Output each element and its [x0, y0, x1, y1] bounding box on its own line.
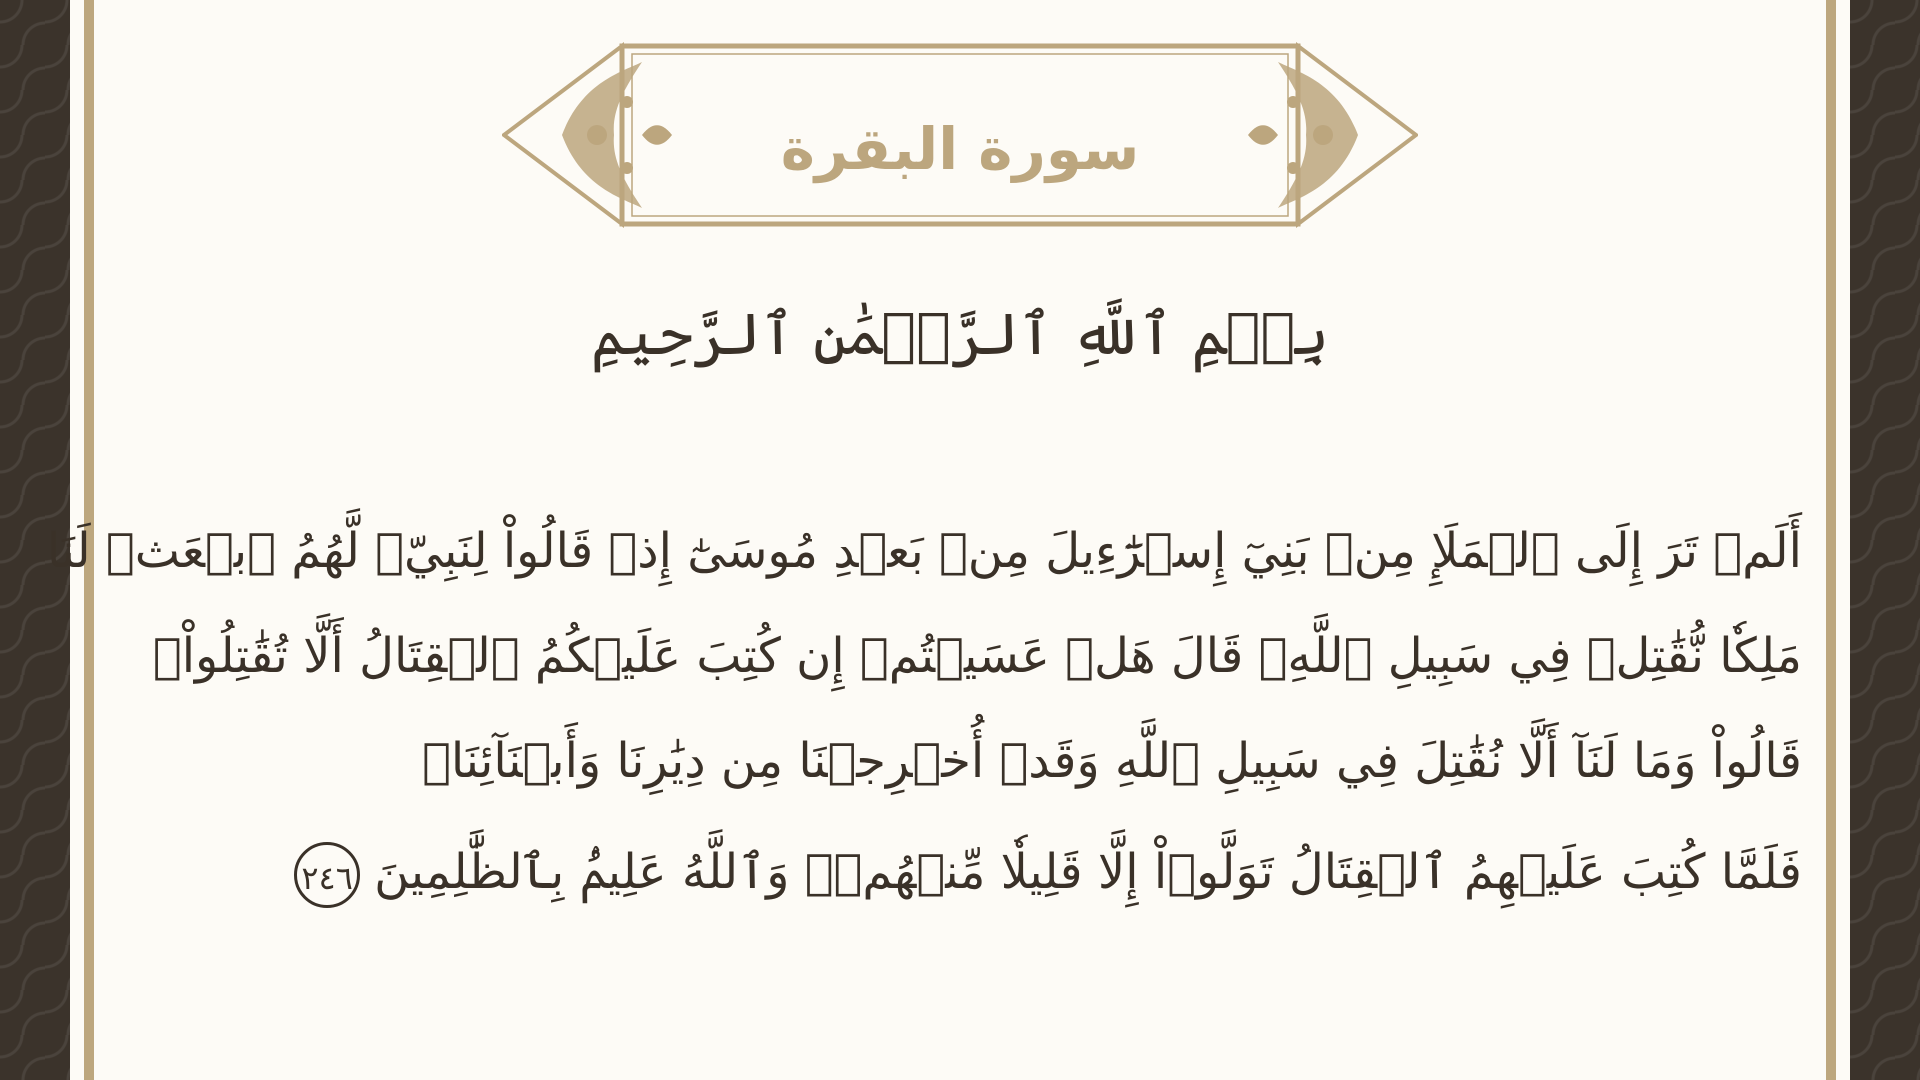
- surah-title: سورة البقرة: [780, 115, 1140, 183]
- verse-line-4-text: فَلَمَّا كُتِبَ عَلَيۡهِمُ ٱلۡقِتَالُ تَوَلَّوۡاْ إِلَّا قَلِيلٗا مِّنۡهُمۡۗ وَٱللَّهُ عَلِيمُۢ بِٱلظَّٰلِمِينَ: [374, 844, 1802, 900]
- verse-line-2: مَلِكٗا نُّقَٰتِلۡ فِي سَبِيلِ ٱللَّهِۖ قَالَ هَلۡ عَسَيۡتُمۡ إِن كُتِبَ عَلَيۡكُمُ ٱلۡقِتَالُ أَلَّا تُقَٰتِلُواْۖ: [152, 628, 1802, 684]
- right-gold-rule: [1826, 0, 1836, 1080]
- right-ornamental-border: [1850, 0, 1920, 1080]
- verse-line-1: أَلَمۡ تَرَ إِلَى ٱلۡمَلَإِ مِنۢ بَنِيٓ إِسۡرَٰٓءِيلَ مِنۢ بَعۡدِ مُوسَىٰٓ إِذۡ قَالُواْ لِنَبِيّٖ لَّهُمُ ٱبۡعَثۡ لَنَا: [46, 523, 1802, 579]
- surah-header-cartouche: [502, 42, 1418, 228]
- basmala: بِسۡمِ ٱللَّهِ ٱلرَّحۡمَٰنِ ٱلرَّحِيمِ: [590, 300, 1330, 368]
- ayah-number-marker: ٢٤٦: [294, 842, 360, 908]
- verse-line-4: [280, 842, 1802, 908]
- verse-line-3: قَالُواْ وَمَا لَنَآ أَلَّا نُقَٰتِلَ فِي سَبِيلِ ٱللَّهِ وَقَدۡ أُخۡرِجۡنَا مِن دِيَٰرِنَا وَأَبۡنَآئِنَاۖ: [422, 733, 1802, 789]
